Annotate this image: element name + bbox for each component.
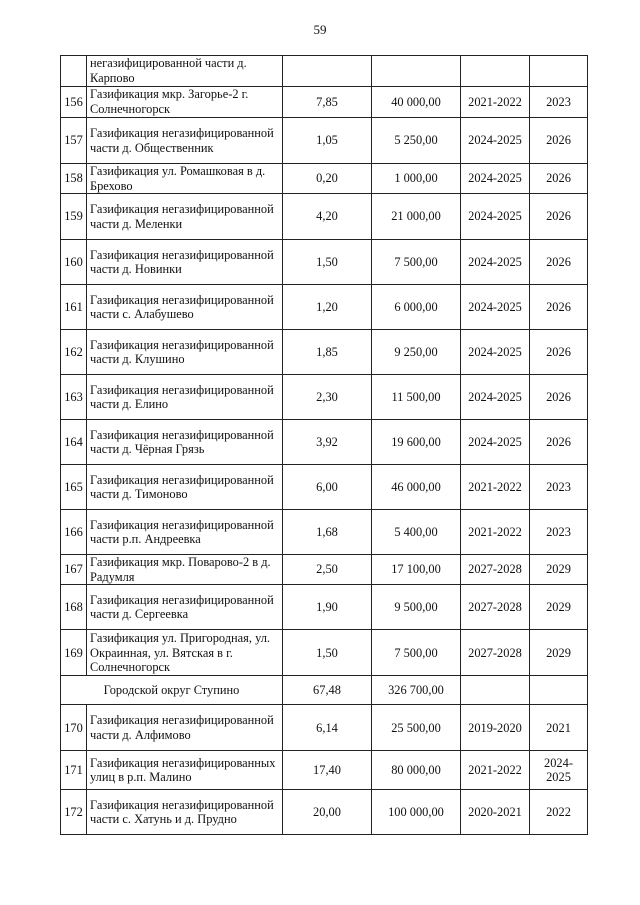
year-value: 2024-2025 <box>530 751 588 790</box>
cost-value <box>372 56 461 87</box>
object-name: Газификация ул. Пригородная, ул. Окраинная, ул. Вятская в г. Солнечногорск <box>87 630 283 676</box>
row-number: 164 <box>61 420 87 465</box>
cost-value: 1 000,00 <box>372 164 461 194</box>
period-value: 2024-2025 <box>461 240 530 285</box>
row-number: 156 <box>61 87 87 118</box>
length-value: 1,05 <box>283 118 372 164</box>
length-value: 1,20 <box>283 285 372 330</box>
year-value: 2026 <box>530 194 588 240</box>
district-length: 67,48 <box>283 676 372 705</box>
period-value: 2021-2022 <box>461 510 530 555</box>
table-row <box>61 510 588 555</box>
period-value: 2027-2028 <box>461 555 530 585</box>
length-value: 20,00 <box>283 790 372 835</box>
row-number: 169 <box>61 630 87 676</box>
object-name: Газификация негазифицированной части д. Алфимово <box>87 705 283 751</box>
table-row <box>61 194 588 240</box>
length-value: 1,68 <box>283 510 372 555</box>
row-number: 163 <box>61 375 87 420</box>
year-value: 2029 <box>530 630 588 676</box>
object-name: Газификация мкр. Поварово-2 в д. Радумля <box>87 555 283 585</box>
year-value: 2022 <box>530 790 588 835</box>
length-value: 4,20 <box>283 194 372 240</box>
year-value: 2026 <box>530 420 588 465</box>
object-name: Газификация негазифицированной части р.п. Андреевка <box>87 510 283 555</box>
object-name: Газификация негазифицированной части д. Новинки <box>87 240 283 285</box>
cost-value: 40 000,00 <box>372 87 461 118</box>
table-row <box>61 118 588 164</box>
cost-value: 46 000,00 <box>372 465 461 510</box>
year-value: 2029 <box>530 585 588 630</box>
cost-value: 6 000,00 <box>372 285 461 330</box>
period-value: 2027-2028 <box>461 585 530 630</box>
year-value <box>530 56 588 87</box>
cost-value: 17 100,00 <box>372 555 461 585</box>
cost-value: 19 600,00 <box>372 420 461 465</box>
table-row <box>61 87 588 118</box>
length-value: 1,85 <box>283 330 372 375</box>
table-row <box>61 585 588 630</box>
row-number: 160 <box>61 240 87 285</box>
page-number: 59 <box>313 22 327 37</box>
table-row <box>61 630 588 676</box>
cost-value: 25 500,00 <box>372 705 461 751</box>
object-name: Газификация негазифицированной части д. Сергеевка <box>87 585 283 630</box>
district-name: Городской округ Ступино <box>61 676 283 705</box>
length-value: 7,85 <box>283 87 372 118</box>
length-value: 2,50 <box>283 555 372 585</box>
period-value: 2024-2025 <box>461 118 530 164</box>
object-name: Газификация негазифицированных улиц в р.п. Малино <box>87 751 283 790</box>
object-name: Газификация негазифицированной части д. Елино <box>87 375 283 420</box>
table-row <box>61 240 588 285</box>
object-name: Газификация негазифицированной части с. Хатунь и д. Прудно <box>87 790 283 835</box>
year-value: 2026 <box>530 118 588 164</box>
length-value: 3,92 <box>283 420 372 465</box>
row-number: 171 <box>61 751 87 790</box>
cost-value: 7 500,00 <box>372 240 461 285</box>
object-name: Газификация негазифицированной части д. Меленки <box>87 194 283 240</box>
year-value: 2023 <box>530 510 588 555</box>
length-value: 6,00 <box>283 465 372 510</box>
district-row <box>61 676 588 705</box>
year-value: 2026 <box>530 164 588 194</box>
table-row <box>61 330 588 375</box>
year-value: 2021 <box>530 705 588 751</box>
table-row <box>61 420 588 465</box>
district-cost: 326 700,00 <box>372 676 461 705</box>
cost-value: 21 000,00 <box>372 194 461 240</box>
year-value: 2026 <box>530 240 588 285</box>
object-name: Газификация негазифицированной части д. Чёрная Грязь <box>87 420 283 465</box>
period-value <box>461 56 530 87</box>
table-row <box>61 555 588 585</box>
period-value: 2019-2020 <box>461 705 530 751</box>
row-number: 158 <box>61 164 87 194</box>
gasification-table <box>60 55 588 835</box>
row-number: 170 <box>61 705 87 751</box>
row-number: 167 <box>61 555 87 585</box>
cost-value: 9 500,00 <box>372 585 461 630</box>
district-period <box>461 676 530 705</box>
row-number: 165 <box>61 465 87 510</box>
period-value: 2024-2025 <box>461 375 530 420</box>
row-number: 162 <box>61 330 87 375</box>
object-name: Газификация негазифицированной части с. Алабушево <box>87 285 283 330</box>
table-row <box>61 375 588 420</box>
cost-value: 100 000,00 <box>372 790 461 835</box>
table-row <box>61 465 588 510</box>
object-name: Газификация ул. Ромашковая в д. Брехово <box>87 164 283 194</box>
period-value: 2021-2022 <box>461 751 530 790</box>
table-row <box>61 164 588 194</box>
length-value: 6,14 <box>283 705 372 751</box>
table-row <box>61 705 588 751</box>
object-name: Газификация мкр. Загорье-2 г. Солнечногорск <box>87 87 283 118</box>
object-name: негазифицированной части д. Карпово <box>87 56 283 87</box>
period-value: 2020-2021 <box>461 790 530 835</box>
period-value: 2024-2025 <box>461 194 530 240</box>
length-value: 17,40 <box>283 751 372 790</box>
row-number: 172 <box>61 790 87 835</box>
table-row <box>61 56 588 87</box>
year-value: 2023 <box>530 87 588 118</box>
row-number <box>61 56 87 87</box>
object-name: Газификация негазифицированной части д. Клушино <box>87 330 283 375</box>
period-value: 2024-2025 <box>461 164 530 194</box>
length-value: 0,20 <box>283 164 372 194</box>
year-value: 2023 <box>530 465 588 510</box>
year-value: 2029 <box>530 555 588 585</box>
table-row <box>61 790 588 835</box>
year-value: 2026 <box>530 375 588 420</box>
cost-value: 5 250,00 <box>372 118 461 164</box>
row-number: 161 <box>61 285 87 330</box>
period-value: 2021-2022 <box>461 465 530 510</box>
length-value: 1,50 <box>283 240 372 285</box>
period-value: 2024-2025 <box>461 285 530 330</box>
period-value: 2024-2025 <box>461 420 530 465</box>
length-value: 2,30 <box>283 375 372 420</box>
period-value: 2027-2028 <box>461 630 530 676</box>
table-row <box>61 285 588 330</box>
row-number: 159 <box>61 194 87 240</box>
period-value: 2024-2025 <box>461 330 530 375</box>
cost-value: 5 400,00 <box>372 510 461 555</box>
length-value <box>283 56 372 87</box>
cost-value: 7 500,00 <box>372 630 461 676</box>
object-name: Газификация негазифицированной части д. Тимоново <box>87 465 283 510</box>
row-number: 168 <box>61 585 87 630</box>
year-value: 2026 <box>530 330 588 375</box>
table-row <box>61 751 588 790</box>
district-year <box>530 676 588 705</box>
period-value: 2021-2022 <box>461 87 530 118</box>
cost-value: 9 250,00 <box>372 330 461 375</box>
row-number: 157 <box>61 118 87 164</box>
object-name: Газификация негазифицированной части д. Общественник <box>87 118 283 164</box>
row-number: 166 <box>61 510 87 555</box>
year-value: 2026 <box>530 285 588 330</box>
length-value: 1,50 <box>283 630 372 676</box>
cost-value: 11 500,00 <box>372 375 461 420</box>
length-value: 1,90 <box>283 585 372 630</box>
cost-value: 80 000,00 <box>372 751 461 790</box>
